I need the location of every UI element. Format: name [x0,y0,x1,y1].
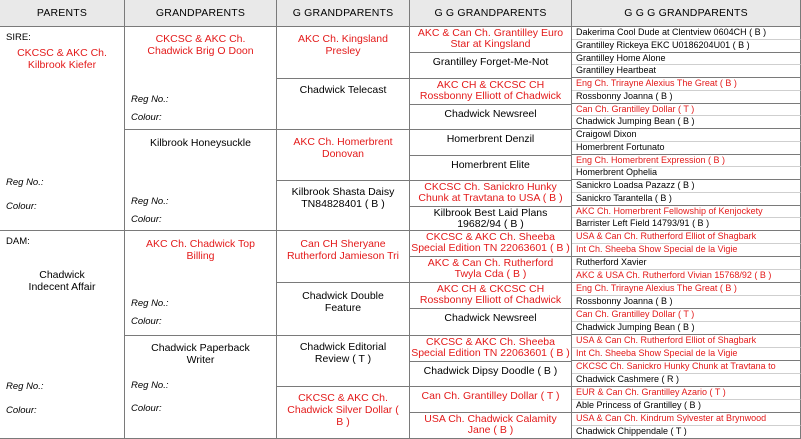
dam-ggg-1-cell [572,231,801,244]
dam-ggg-7: Can Ch. Grantilley Dollar ( T ) [576,309,695,319]
dam-ggg-11-cell [572,361,801,374]
sire-gg-7: CKCSC Ch. Sanickro Hunky Chunk at Travtana to USA ( B ) [418,181,563,204]
sire-ggg-11-cell [572,155,801,167]
dam-g1-name: Can CH Sheryane Rutherford Jamieson Tri [286,238,400,262]
sire-gg-1: AKC & Can Ch. Grantilley Euro Star at Kingsland [417,27,564,50]
dam-gg-8-cell [410,413,572,439]
sire-ggg-1: Dakerima Cool Dude at Clentview 0604CH ( B ) [576,27,767,37]
sire-gg-8-cell [410,207,572,231]
dam-g2-name: Chadwick Double Feature [302,290,384,314]
sire-ggg-13: Sanickro Loadsa Pazazz ( B ) [576,180,695,190]
header-parents: PARENTS [0,0,125,27]
dam-gp1-name: AKC Ch. Chadwick Top Billing [146,238,255,262]
sire-ggg-7: Can Ch. Grantilley Dollar ( T ) [576,104,695,114]
sire-g3-name: AKC Ch. Homerbrent Donovan [293,136,393,160]
sire-ggg-16: Barrister Left Field 14793/91 ( B ) [576,218,710,228]
sire-ggg-2-cell [572,40,801,53]
sire-g1-cell [277,27,410,79]
dam-gg-2-cell [410,257,572,283]
dam-ggg-4-cell [572,270,801,283]
sire-gg-6: Homerbrent Elite [451,159,530,171]
dam-gg-4-cell [410,309,572,336]
dam-gg-1-cell [410,231,572,257]
dam-gg-7: Can Ch. Grantilley Dollar ( T ) [421,390,560,402]
sire-gg-4-cell [410,105,572,130]
sire-gp2-cell [125,130,277,231]
header-g-grandparents: G GRANDPARENTS [277,0,410,27]
sire-g1-name: AKC Ch. Kingsland Presley [298,33,388,57]
sire-label: SIRE: [6,32,31,43]
sire-ggg-4: Grantilley Heartbeat [576,65,657,75]
sire-gg-3-cell [410,79,572,105]
dam-gg-6: Chadwick Dipsy Doodle ( B ) [423,365,558,377]
dam-ggg-14-cell [572,400,801,413]
sire-ggg-13-cell [572,180,801,193]
header-grandparents: GRANDPARENTS [125,0,277,27]
sire-ggg-8-cell [572,116,801,129]
dam-reg-label: Reg No.: [6,381,44,392]
sire-gg-4: Chadwick Newsreel [444,108,537,120]
sire-ggg-9-cell [572,129,801,142]
sire-gp1-reg-label: Reg No.: [131,94,169,105]
sire-ggg-15: AKC Ch. Homerbrent Fellowship of Kenjockety [576,206,763,216]
dam-ggg-10-cell [572,348,801,361]
dam-gg-6-cell [410,362,572,387]
sire-gp2-name: Kilbrook Honeysuckle [150,137,251,149]
dam-gg-1: CKCSC & AKC Ch. Sheeba Special Edition TN 22063601 ( B ) [411,231,570,254]
sire-ggg-7-cell [572,104,801,116]
sire-gp2-reg-label: Reg No.: [131,196,169,207]
dam-name: Chadwick Indecent Affair [28,269,96,293]
sire-cell [0,27,125,231]
dam-ggg-3: Rutherford Xavier [576,257,647,267]
sire-ggg-11: Eng Ch. Homerbrent Expression ( B ) [576,155,726,165]
sire-reg-label: Reg No.: [6,177,44,188]
sire-g2-cell [277,79,410,130]
dam-gp2-reg-label: Reg No.: [131,380,169,391]
sire-gg-6-cell [410,156,572,181]
dam-ggg-4: AKC & USA Ch. Rutherford Vivian 15768/92 ( B ) [576,270,772,280]
dam-g2-cell [277,283,410,336]
dam-label: DAM: [6,236,30,247]
header-gg-grandparents: G G GRANDPARENTS [410,0,572,27]
sire-colour-label: Colour: [6,201,37,212]
dam-ggg-5-cell [572,283,801,296]
sire-ggg-8: Chadwick Jumping Bean ( B ) [576,116,695,126]
dam-ggg-12-cell [572,374,801,387]
dam-g3-cell [277,336,410,387]
sire-gg-5-cell [410,130,572,156]
sire-gg-7-cell [410,181,572,207]
dam-gg-8: USA Ch. Chadwick Calamity Jane ( B ) [424,413,557,436]
sire-g4-name: Kilbrook Shasta Daisy TN84828401 ( B ) [291,186,395,210]
sire-ggg-5-cell [572,78,801,91]
dam-gg-5: CKCSC & AKC Ch. Sheeba Special Edition TN 22063601 ( B ) [411,336,570,359]
dam-ggg-2: Int Ch. Sheeba Show Special de la Vigie [576,244,738,254]
dam-ggg-14: Able Princess of Grantilley ( B ) [576,400,702,410]
sire-ggg-10: Homerbrent Fortunato [576,142,665,152]
sire-gg-1-cell [410,27,572,53]
dam-gp1-reg-label: Reg No.: [131,298,169,309]
dam-gp2-name: Chadwick Paperback Writer [151,342,250,366]
sire-ggg-6: Rossbonny Joanna ( B ) [576,91,673,101]
dam-g3-name: Chadwick Editorial Review ( T ) [299,341,387,365]
dam-ggg-11: CKCSC Ch. Sanickro Hunky Chunk at Travtana to [576,361,776,371]
sire-ggg-4-cell [572,65,801,78]
sire-gg-2-cell [410,53,572,79]
dam-ggg-9: USA & Can Ch. Rutherford Elliot of Shagbark [576,335,757,345]
dam-gg-3: AKC CH & CKCSC CH Rossbonny Elliott of Chadwick [419,283,562,306]
sire-ggg-1-cell [572,27,801,40]
sire-ggg-5: Eng Ch. Trirayne Alexius The Great ( B ) [576,78,737,88]
dam-ggg-12: Chadwick Cashmere ( R ) [576,374,680,384]
dam-ggg-16-cell [572,426,801,439]
sire-ggg-3: Grantilley Home Alone [576,53,666,63]
dam-cell [0,231,125,439]
dam-gp1-cell [125,231,277,336]
dam-ggg-8: Chadwick Jumping Bean ( B ) [576,322,695,332]
sire-gp1-colour-label: Colour: [131,112,162,123]
sire-gg-3: AKC CH & CKCSC CH Rossbonny Elliott of Chadwick [419,79,562,102]
dam-ggg-15-cell [572,413,801,426]
dam-ggg-2-cell [572,244,801,257]
dam-ggg-6: Rossbonny Joanna ( B ) [576,296,673,306]
dam-ggg-1: USA & Can Ch. Rutherford Elliot of Shagbark [576,231,757,241]
sire-ggg-12: Homerbrent Ophelia [576,167,658,177]
dam-gp2-colour-label: Colour: [131,403,162,414]
dam-gp2-cell [125,336,277,439]
sire-g2-name: Chadwick Telecast [299,84,387,96]
dam-gg-4: Chadwick Newsreel [444,312,537,324]
sire-gg-2: Grantilley Forget-Me-Not [432,56,549,68]
dam-gg-7-cell [410,387,572,413]
dam-ggg-10: Int Ch. Sheeba Show Special de la Vigie [576,348,738,358]
sire-ggg-12-cell [572,167,801,180]
dam-ggg-15: USA & Can Ch. Kindrum Sylvester at Brynwood [576,413,767,423]
sire-gp2-colour-label: Colour: [131,214,162,225]
dam-g1-cell [277,231,410,283]
dam-ggg-13: EUR & Can Ch. Grantilley Azario ( T ) [576,387,726,397]
sire-ggg-2: Grantilley Rickeya EKC U0186204U01 ( B ) [576,40,750,50]
sire-ggg-15-cell [572,206,801,218]
sire-ggg-9: Craigowl Dixon [576,129,637,139]
dam-ggg-8-cell [572,322,801,335]
dam-ggg-9-cell [572,335,801,348]
dam-ggg-5: Eng Ch. Trirayne Alexius The Great ( B ) [576,283,737,293]
sire-g4-cell [277,181,410,231]
sire-gg-5: Homerbrent Denzil [446,133,535,145]
dam-gg-3-cell [410,283,572,309]
dam-gg-2: AKC & Can Ch. Rutherford Twyla Cda ( B ) [427,257,554,280]
sire-gg-8: Kilbrook Best Laid Plans 19682/94 ( B ) [433,207,548,230]
dam-g4-name: CKCSC & AKC Ch. Chadwick Silver Dollar ( B ) [287,392,399,428]
sire-ggg-3-cell [572,53,801,65]
dam-gg-5-cell [410,336,572,362]
sire-name: CKCSC & AKC Ch. Kilbrook Kiefer [17,47,107,71]
dam-g4-cell [277,387,410,439]
dam-ggg-3-cell [572,257,801,270]
sire-gp1-cell [125,27,277,130]
sire-g3-cell [277,130,410,181]
dam-ggg-13-cell [572,387,801,400]
dam-ggg-16: Chadwick Chippendale ( T ) [576,426,687,436]
sire-ggg-16-cell [572,218,801,231]
sire-ggg-14-cell [572,193,801,206]
sire-ggg-6-cell [572,91,801,104]
dam-gp1-colour-label: Colour: [131,316,162,327]
header-ggg-grandparents: G G G GRANDPARENTS [572,0,801,27]
dam-colour-label: Colour: [6,405,37,416]
sire-gp1-name: CKCSC & AKC Ch. Chadwick Brig O Doon [147,33,254,57]
dam-ggg-6-cell [572,296,801,309]
dam-ggg-7-cell [572,309,801,322]
sire-ggg-14: Sanickro Tarantella ( B ) [576,193,672,203]
sire-ggg-10-cell [572,142,801,155]
